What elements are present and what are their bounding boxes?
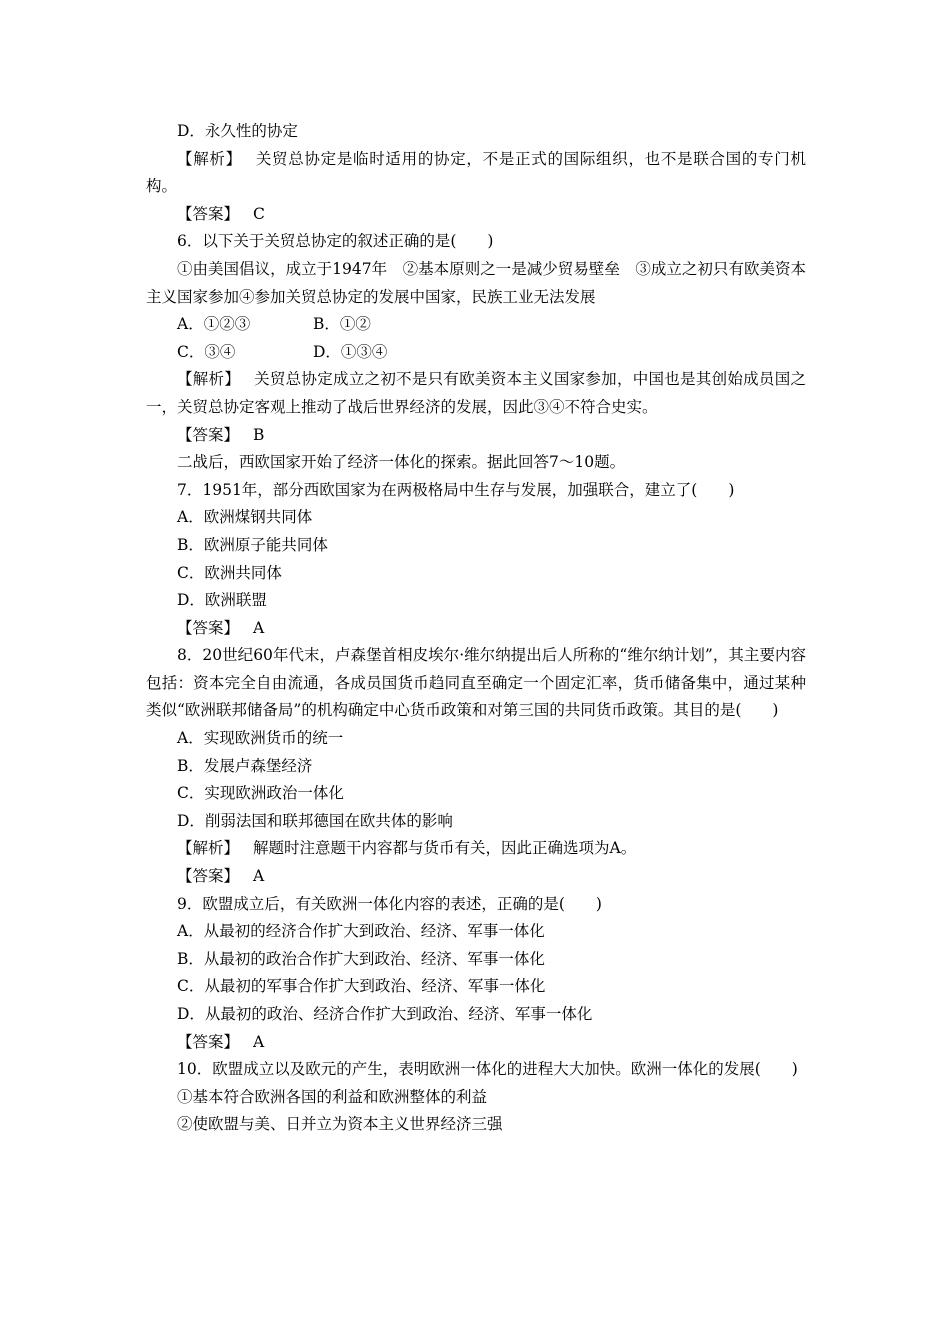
q7-option-a: A．欧洲煤钢共同体: [177, 508, 313, 527]
q6-options-ab: [146, 311, 806, 339]
q6-option-c: C．③④: [177, 342, 236, 361]
q9-option-a: A．从最初的经济合作扩大到政治、经济、军事一体化: [177, 922, 545, 941]
q8-option-d: D．削弱法国和联邦德国在欧共体的影响: [177, 811, 453, 830]
analysis-text: 关贸总协定成立之初不是只有欧美资本主义国家参加，中国也是其创始成员国之一，关贸总协定客观上推动了战后世界经济的发展，因此③④不符合史实。: [146, 370, 806, 416]
answer-value: C: [253, 204, 265, 223]
q10-stem: 10．欧盟成立以及欧元的产生，表明欧洲一体化的进程大大加快。欧洲一体化的发展( ): [177, 1060, 798, 1079]
q9-stem: 9．欧盟成立后，有关欧洲一体化内容的表述，正确的是( ): [177, 894, 602, 913]
q6-analysis: [146, 366, 806, 421]
analysis-tag: 【解析】: [177, 370, 241, 389]
q6-option-d: D．①③④: [313, 342, 388, 361]
q8-option-b: B．发展卢森堡经济: [177, 756, 313, 775]
q8-analysis: [146, 835, 806, 863]
q10-item-2: ②使欧盟与美、日并立为资本主义世界经济三强: [177, 1115, 503, 1134]
answer-tag: 【答案】: [177, 425, 240, 444]
q6-items: ①由美国倡议，成立于1947年 ②基本原则之一是减少贸易壁垒 ③成立之初只有欧美资本主义国家参加④参加关贸总协定的发展中国家，民族工业无法发展: [146, 259, 806, 306]
q8-option-c: C．实现欧洲政治一体化: [177, 784, 344, 803]
q8-stem: 8．20世纪60年代末，卢森堡首相皮埃尔·维尔纳提出后人所称的“维尔纳计划”，其主要内容包括：资本完全自由流通，各成员国货币趋同直至确定一个固定汇率，货币储备集中，通过某种类似“欧洲联邦储备局”的机构确定中心货币政策和对第三国的共同货币政策。其目的是( ): [146, 646, 806, 720]
answer-tag: 【答案】: [177, 867, 240, 886]
q9-option-d: D．从最初的政治、经济合作扩大到政治、经济、军事一体化: [177, 1005, 593, 1023]
q8-answer: [146, 863, 806, 891]
analysis-text: 关贸总协定是临时适用的协定，不是正式的国际组织，也不是联合国的专门机构。: [146, 149, 806, 196]
document-content: [146, 118, 806, 1139]
q9-option-b: B．从最初的政治合作扩大到政治、经济、军事一体化: [177, 949, 545, 968]
q8-option-a: A．实现欧洲货币的统一: [177, 729, 344, 748]
q10-item-1: ①基本符合欧洲各国的利益和欧洲整体的利益: [177, 1087, 488, 1106]
answer-value: A: [253, 1032, 265, 1051]
q9-answer: [146, 1029, 806, 1057]
q6-stem: 6．以下关于关贸总协定的叙述正确的是( ): [177, 232, 494, 251]
q5-option-d: D．永久性的协定: [177, 122, 298, 140]
q6-option-a: A．①②③: [177, 315, 251, 334]
section-intro: 二战后，西欧国家开始了经济一体化的探索。据此回答7～10题。: [177, 453, 626, 472]
q5-answer: [146, 201, 806, 229]
answer-value: A: [253, 867, 265, 886]
answer-value: B: [253, 425, 265, 444]
analysis-tag: 【解析】: [177, 839, 240, 858]
q5-analysis: [146, 146, 806, 201]
q6-options-cd: [146, 339, 806, 367]
answer-tag: 【答案】: [177, 618, 240, 637]
answer-value: A: [253, 618, 265, 637]
q6-answer: [146, 422, 806, 450]
q7-answer: [146, 615, 806, 643]
q9-option-c: C．从最初的军事合作扩大到政治、经济、军事一体化: [177, 977, 546, 996]
answer-tag: 【答案】: [177, 1032, 240, 1051]
analysis-text: 解题时注意题干内容都与货币有关，因此正确选项为A。: [253, 839, 637, 858]
q7-option-c: C．欧洲共同体: [177, 563, 282, 582]
q7-option-b: B．欧洲原子能共同体: [177, 535, 328, 554]
answer-tag: 【答案】: [177, 204, 240, 223]
q6-option-b: B．①②: [313, 315, 371, 334]
q7-stem: 7．1951年，部分西欧国家为在两极格局中生存与发展，加强联合，建立了( ): [177, 480, 735, 499]
analysis-tag: 【解析】: [177, 149, 242, 168]
q7-option-d: D．欧洲联盟: [177, 591, 267, 610]
